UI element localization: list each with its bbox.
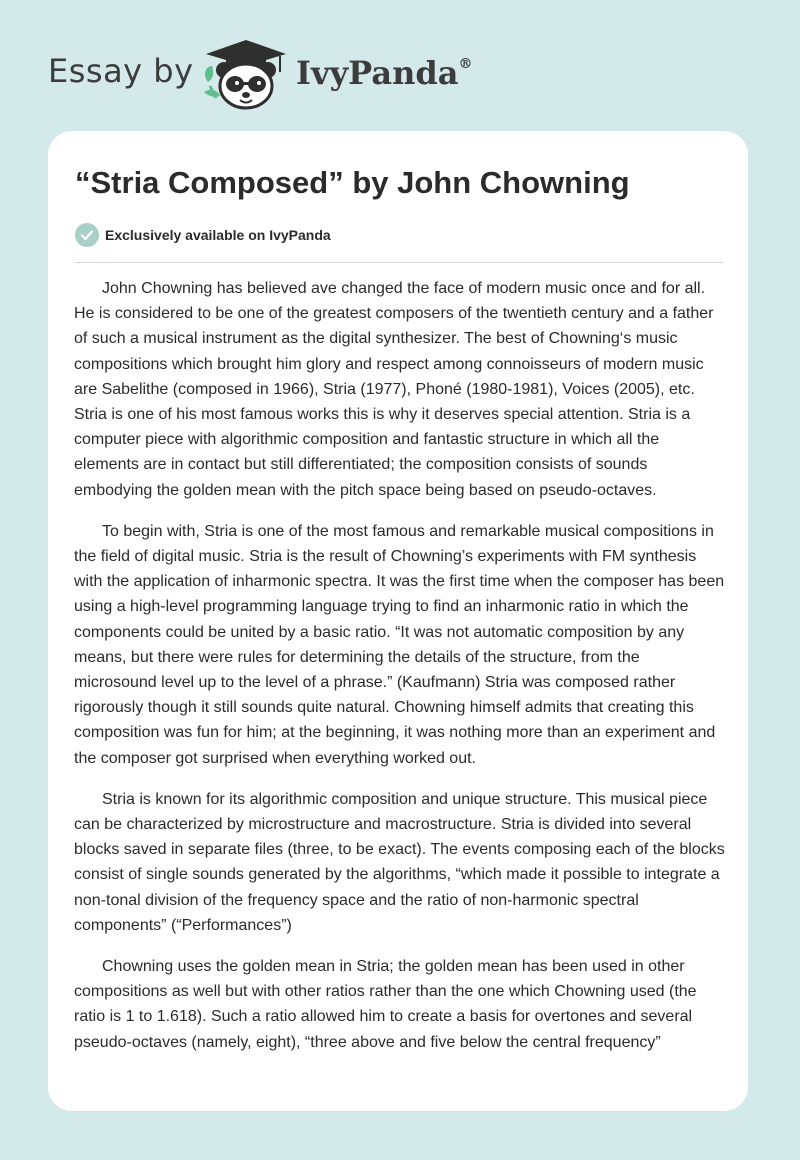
essay-body	[74, 276, 726, 1071]
exclusive-badge	[75, 223, 331, 247]
checkmark-icon	[75, 223, 99, 247]
logo-brand-name[interactable]	[296, 54, 472, 92]
essay-title: “Stria Composed” by John Chowning	[75, 165, 630, 200]
logo-essay-by-text[interactable]: Essay by	[48, 52, 194, 90]
panda-graduate-logo-icon[interactable]	[200, 36, 292, 112]
brand-name-text: IvyPanda	[296, 54, 459, 92]
site-header	[0, 0, 800, 120]
essay-paragraph: Stria is known for its algorithmic composition and unique structure. This musical piece can be characterized by microstructure and macrostructure. Stria is divided into several blocks saved in separate files (three, to be exact). The events composing each of the blocks consist of single sounds generated by the algorithms, “which made it possible to integrate a non-tonal division of the frequency space and the ratio of non-harmonic spectral components” (“Performances”)	[74, 790, 725, 934]
essay-paragraph: John Chowning has believed ave changed the face of modern music once and for all. He is considered to be one of the greatest composers of the twentieth century and a father of such a musical instrument as the digital synthesizer. The best of Chowning‘s music compositions which brought him glory and respect among connoisseurs of modern music are Sabelithe (composed in 1966), Stria (1977), Phoné (1980-1981), Voices (2005), etc. Stria is one of his most famous works this is why it deserves special attention. Stria is a computer piece with algorithmic composition and fantastic structure in which all the elements are in contact but still differentiated; the composition consists of sounds embodying the golden mean with the pitch space being based on pseudo-octaves.	[74, 280, 714, 499]
essay-paragraph: To begin with, Stria is one of the most famous and remarkable musical compositions in the field of digital music. Stria is the result of Chowning’s experiments with FM synthesis with the application of inharmonic spectra. It was the first time when the composer has been using a high-level programming language trying to find an inharmonic ratio in which the components could be united by a basic ratio. “It was not automatic composition by any means, but there were rules for determining the details of the structure, from the microsound level up to the level of a phrase.” (Kaufmann) Stria was composed rather rigorously though it still sounds quite natural. Chowning himself admits that creating this composition was fun for him; at the beginning, it was nothing more than an experiment and the composer got surprised when everything worked out.	[74, 522, 725, 767]
essay-paragraph: Chowning uses the golden mean in Stria; the golden mean has been used in other compositions as well but with other ratios rather than the one which Chowning used (the ratio is 1 to 1.618). Such a ratio allowed him to create a basis for overtones and several pseudo-octaves (namely, eight), “three above and five below the central frequency”	[74, 958, 697, 1051]
essay-card	[48, 131, 748, 1111]
title-divider	[75, 262, 723, 263]
exclusive-badge-label: Exclusively available on IvyPanda	[105, 227, 331, 243]
registered-mark: ®	[458, 56, 473, 72]
